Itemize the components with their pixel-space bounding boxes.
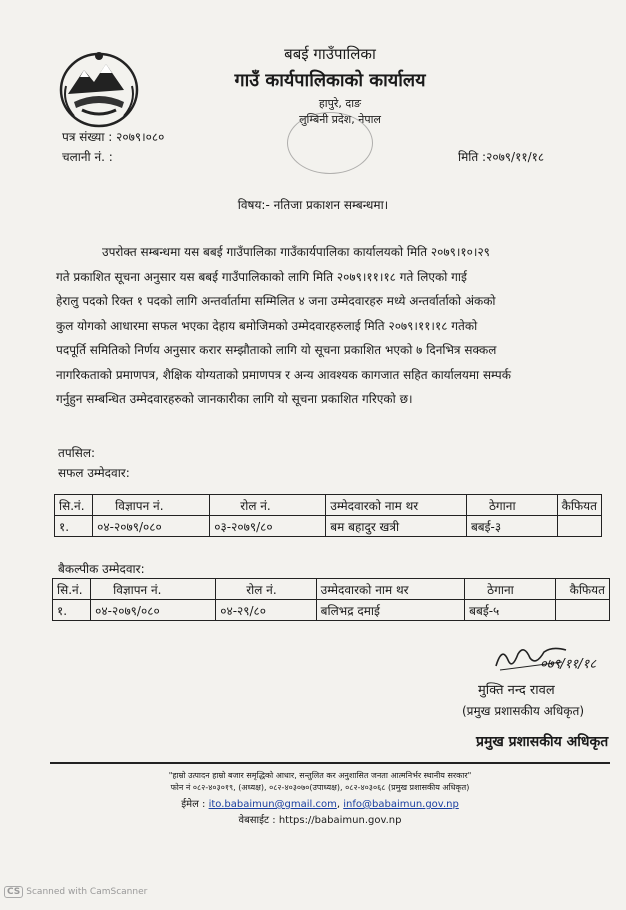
cell-candidate-name: बम बहादुर खत्री [326,516,467,537]
signatory-position: (प्रमुख प्रशासकीय अधिकृत) [462,704,585,718]
details-label: तपसिल: [58,446,96,460]
body-line: उपरोक्त सम्बन्धमा यस बबई गाउँपालिका गाउँकार्यपालिका कार्यालयको मिति २०७९।१०।२९ [102,245,490,259]
table-header-row [53,579,610,600]
email-link-1[interactable]: ito.babaimun@gmail.com [208,799,337,810]
address-line-2: लुम्बिनी प्रदेश, नेपाल [299,113,381,126]
col-remarks: कैफियत [555,579,609,600]
signature-date: ०७९/११/१८ [540,657,597,672]
successful-candidates-label: सफल उम्मेदवार: [58,466,130,480]
dispatch-number: चलानी नं. : [62,150,113,164]
cell-candidate-name: बलिभद्र दमाई [316,600,464,621]
nepal-emblem-logo [54,46,144,130]
col-address: ठेगाना [466,495,557,516]
col-roll-no: रोल नं. [216,579,316,600]
col-advert-no: विज्ञापन नं. [91,579,216,600]
col-roll-no: रोल नं. [210,495,326,516]
col-address: ठेगाना [465,579,556,600]
subject-line: विषय:- नतिजा प्रकाशन सम्बन्धमा। [237,198,389,212]
body-line: कुल योगको आधारमा सफल भएका देहाय बमोजिमको उम्मेदवारहरुलाई मिति २०७९।११।१८ गतेको [56,318,478,333]
cell-address: बबई-५ [465,600,556,621]
camscanner-icon: CS [4,886,23,898]
col-advert-no: विज्ञापन नं. [93,495,210,516]
cell-roll-no: ०४-२९/८० [216,600,316,621]
website-url[interactable]: https://babaimun.gov.np [278,815,402,826]
table-row [55,516,602,537]
col-remarks: कैफियत [557,495,601,516]
col-serial: सि.नं. [55,495,93,516]
camscanner-text: Scanned with CamScanner [26,887,148,897]
letter-number: पत्र संख्या : २०७९।०८० [62,130,165,144]
cell-advert-no: ०४-२०७९/०८० [91,600,216,621]
address-line-1: हापुरे, दाङ [318,97,362,110]
email-link-2[interactable]: info@babaimun.gov.np [343,799,459,810]
office-name: बबई गाउँपालिका [284,45,376,63]
footer-phone: फोन नं ०८२-४०३०१९, (अध्यक्ष), ०८२-४०३०७०(उपाध्यक्ष), ०८२-४०३०६८ (प्रमुख प्रशासकीय अधिकृत) [170,783,470,792]
body-line: गर्नुहुन सम्बन्धित उम्मेदवारहरुको जानकारीका लागि यो सूचना प्रकाशित गरिएको छ। [56,392,413,406]
alternate-candidates-table [52,578,610,621]
col-candidate-name: उम्मेदवारको नाम थर [316,579,464,600]
position-stamp: प्रमुख प्रशासकीय अधिकृत [476,734,609,750]
website-label: वेबसाईट : [238,815,276,826]
office-title: गाउँ कार्यपालिकाको कार्यालय [234,70,426,91]
footer-divider [50,762,610,764]
col-serial: सि.नं. [53,579,91,600]
camscanner-watermark [4,886,147,898]
body-line: गते प्रकाशित सूचना अनुसार यस बबई गाउँपालिकाको लागि मिति २०७९।११।१८ गते लिएको गाई [56,269,467,284]
body-line: नागरिकताको प्रमाणपत्र, शैक्षिक योग्यताको प्रमाणपत्र र अन्य आवश्यक कागजात सहित कार्यालयमा सम्पर्क [56,367,511,382]
letter-date: मिति :२०७९/११/१८ [458,150,545,164]
footer-website [90,812,550,826]
cell-serial: १. [53,600,91,621]
col-candidate-name: उम्मेदवारको नाम थर [326,495,467,516]
cell-advert-no: ०४-२०७९/०८० [93,516,210,537]
alternate-candidates-label: बैकल्पीक उम्मेदवार: [58,562,145,576]
successful-candidates-table [54,494,602,537]
cell-address: बबई-३ [466,516,557,537]
table-header-row [55,495,602,516]
email-separator: , [336,799,341,810]
table-row [53,600,610,621]
cell-remarks [555,600,609,621]
cell-roll-no: ०३-२०७९/८० [210,516,326,537]
footer-slogan: "हाम्रो उत्पादन हाम्रो बजार समृद्धिको आधार, सन्तुलित कर अनुशासित जनता आत्मनिर्भर स्थानीय सरकार" [168,771,472,780]
body-line: हेरालु पदको रिक्त १ पदको लागि अन्तर्वार्तामा सम्मिलित ४ जना उम्मेदवारहरु मध्ये अन्तर्वार्ताको अंकको [56,294,496,308]
body-line: पदपूर्ति समितिको निर्णय अनुसार करार सम्झौताको लागि यो सूचना प्रकाशित भएको ७ दिनभित्र सक्कल [56,343,497,357]
cell-serial: १. [55,516,93,537]
office-stamp [287,112,373,174]
footer-email [90,796,550,810]
email-label: ईमेल : [181,799,206,810]
cell-remarks [557,516,601,537]
body-paragraph [56,240,604,412]
signatory-name: मुक्ति नन्द रावल [478,683,555,698]
